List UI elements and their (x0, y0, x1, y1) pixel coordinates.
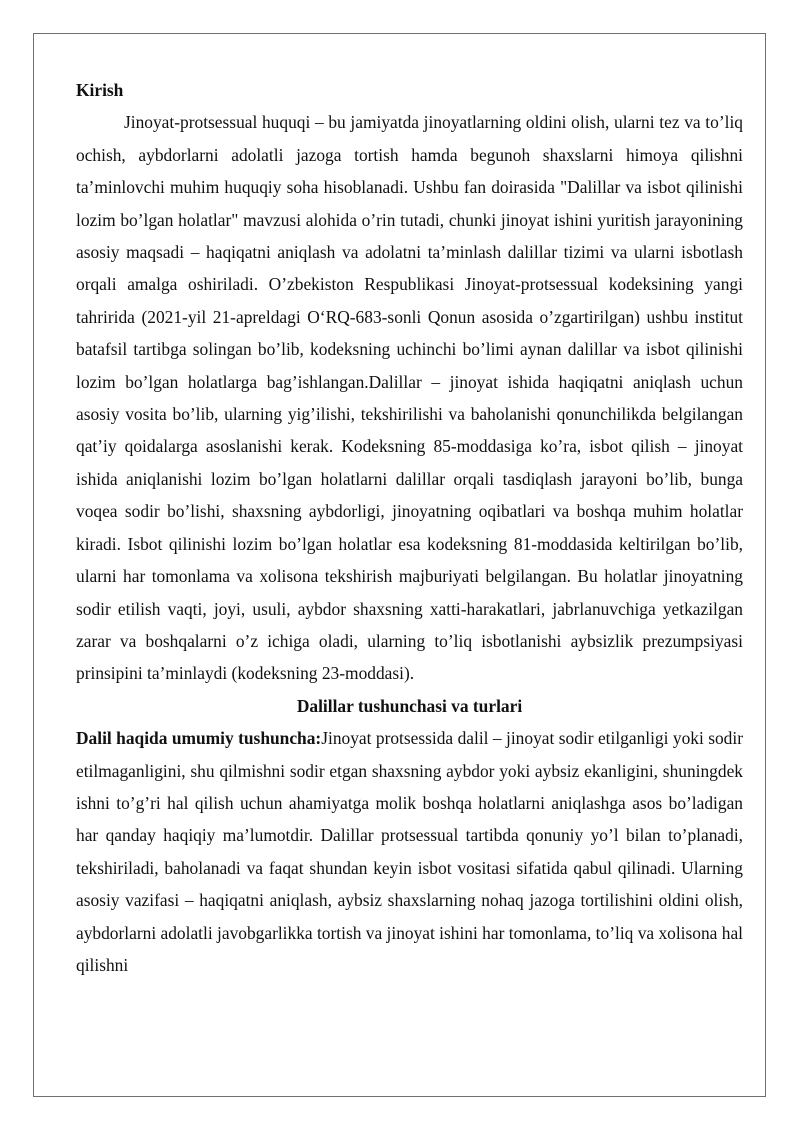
definition-lead: Dalil haqida umumiy tushuncha: (76, 728, 322, 749)
document-body (76, 74, 743, 981)
section-title: Kirish (76, 80, 124, 100)
subheading: Dalillar tushunchasi va turlari (296, 695, 523, 716)
definition-paragraph (76, 722, 743, 981)
intro-paragraph: Jinoyat-protsessual huquqi – bu jamiyatda jinoyatlarning oldini olish, ularni tez va to’liq ochish, aybdorlarni adolatli jazoga tortish hamda begunoh shaxslarni himoya qilishni ta’minlovchi muhim huquqiy soha hisoblanadi. Ushbu fan doirasida "Dalillar va isbot qilinishi lozim bo’lgan holatlar" mavzusi alohida o’rin tutadi, chunki jinoyat ishini yuritish jarayonining asosiy maqsadi – haqiqatni aniqlash va adolatni ta’minlash dalillar tizimi va ularni isbotlash orqali amalga oshiriladi. O’zbekiston Respublikasi Jinoyat-protsessual kodeksining yangi tahririda (2021-yil 21-apreldagi O‘RQ-683-sonli Qonun asosida o’zgartirilgan) ushbu institut batafsil tartibga solingan bo’lib, kodeksning uchinchi bo’limi aynan dalillar va isbot qilinishi lozim bo’lgan holatlarga bag’ishlangan.Dalillar – jinoyat ishida haqiqatni aniqlash uchun asosiy vosita bo’lib, ularning yig’ilishi, tekshirilishi va baholanishi qonunchilikda belgilangan qat’iy qoidalarga asoslanishi kerak. Kodeksning 85-moddasiga ko’ra, isbot qilish – jinoyat ishida aniqlanishi lozim bo’lgan holatlarni dalillar orqali tasdiqlash jarayoni bo’lib, bunga voqea sodir bo’lishi, shaxsning aybdorligi, jinoyatning oqibatlari va boshqa muhim holatlar kiradi. Isbot qilinishi lozim bo’lgan holatlar esa kodeksning 81-moddasida keltirilgan bo’lib, ularni har tomonlama va xolisona tekshirish majburiyati belgilangan. Bu holatlar jinoyatning sodir etilish vaqti, joyi, usuli, aybdor shaxsning xatti-harakatlari, jabrlanuvchiga yetkazilgan zarar va boshqalarni o’z ichiga oladi, ularning to’liq isbotlanishi aybsizlik prezumpsiyasi prinsipini ta’minlaydi (kodeksning 23-moddasi). (76, 112, 743, 684)
definition-body: Jinoyat protsessida dalil – jinoyat sodir etilganligi yoki sodir etilmaganligini, shu qilmishni sodir etgan shaxsning aybdor yoki aybsiz ekanligini, shuningdek ishni to’g’ri hal qilish uchun ahamiyatga molik boshqa holatlarni aniqlashga asos bo’ladigan har qanday haqiqiy ma’lumotdir. Dalillar protsessual tartibda qonuniy yo’l bilan to’planadi, tekshiriladi, baholanadi va faqat shundan keyin isbot vositasi sifatida qabul qilinadi. Ularning asosiy vazifasi – haqiqatni aniqlash, aybsiz shaxslarning nohaq jazoga tortilishini oldini olish, aybdorlarni adolatli javobgarlikka tortish va jinoyat ishini har tomonlama, to’liq va xolisona hal qilishni (76, 728, 743, 975)
